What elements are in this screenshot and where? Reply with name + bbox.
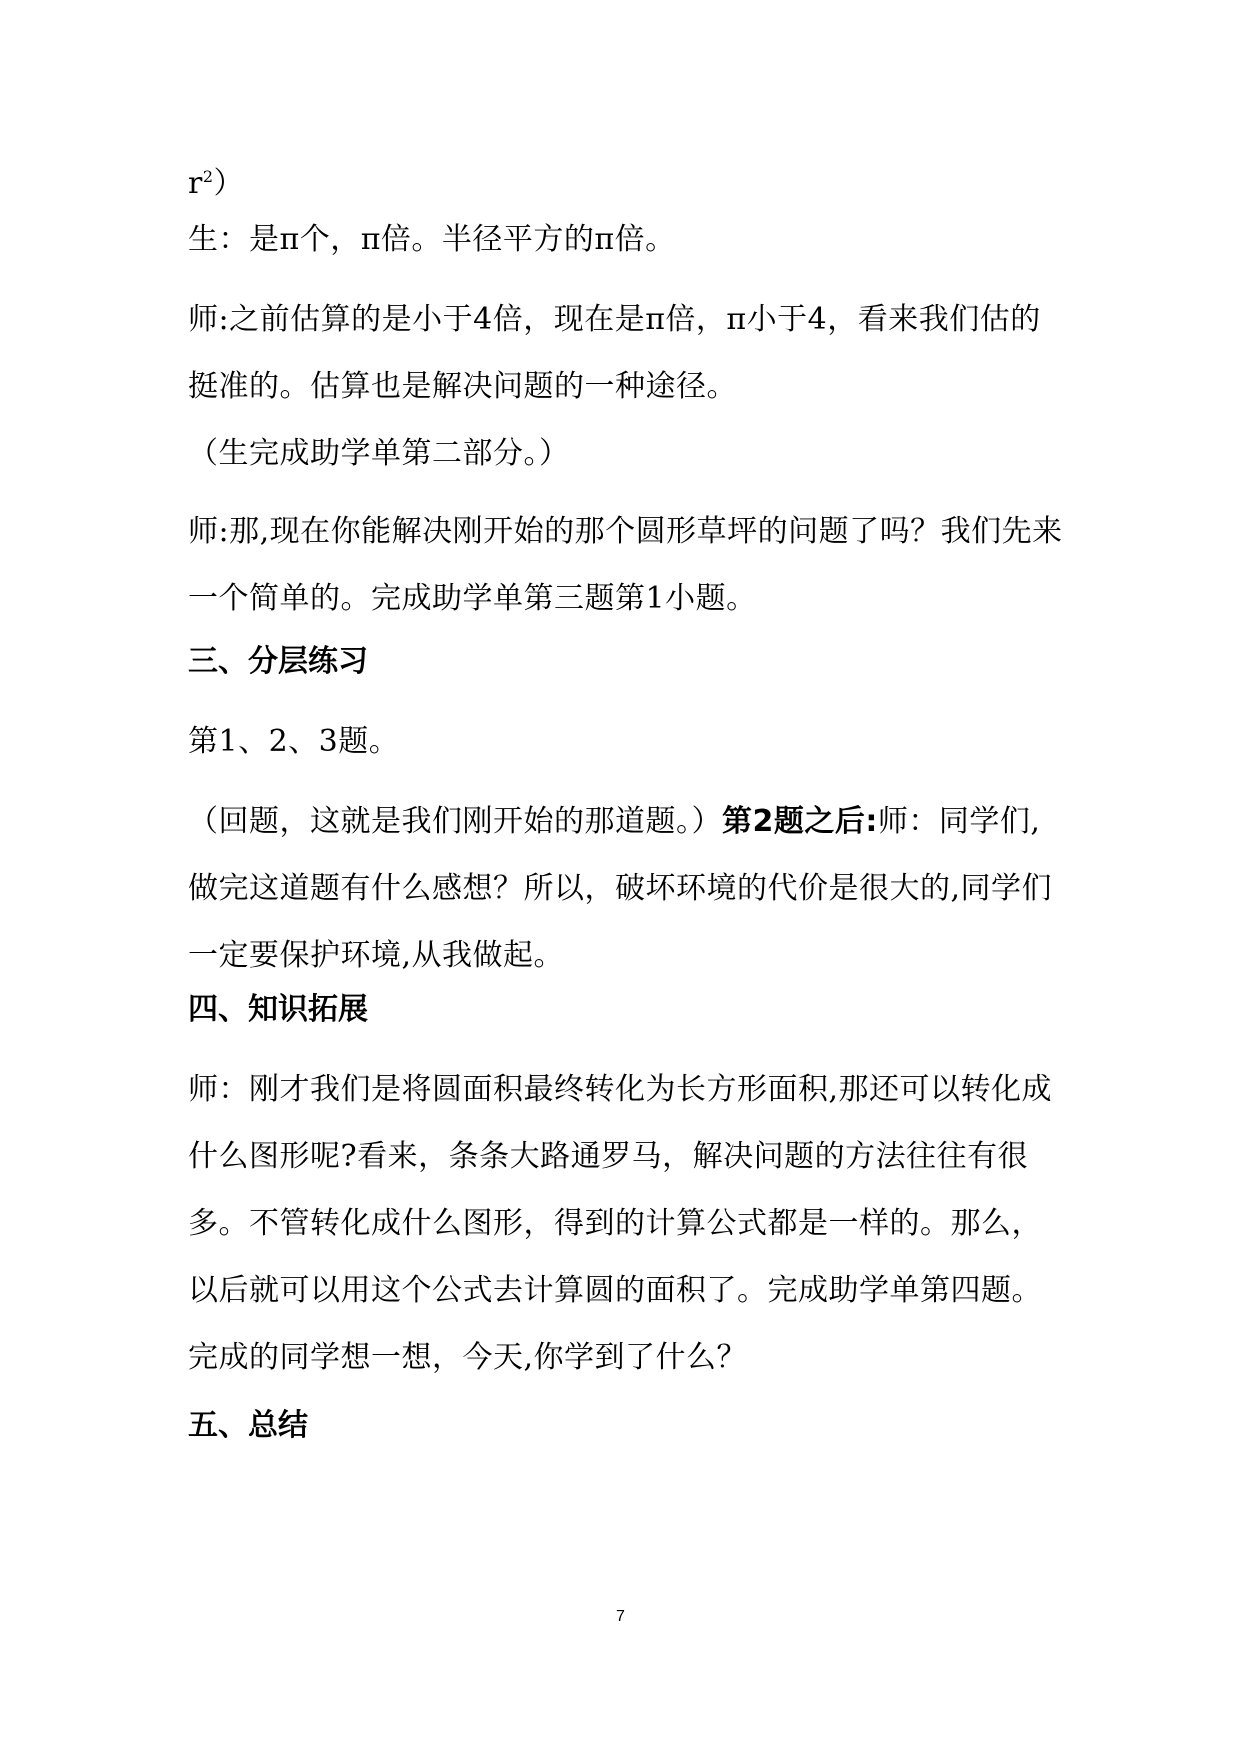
formula-r: r <box>188 166 203 201</box>
paragraph-exercise-list: 第1、2、3题。 <box>188 724 400 759</box>
paragraph-environment <box>188 788 1068 989</box>
paragraph-student-task: （生完成助学单第二部分。） <box>188 436 570 471</box>
paragraph-teacher-question: 师:那,现在你能解决刚开始的那个圆形草坪的问题了吗？我们先来一个简单的。完成助学单第三题第1小题。 <box>188 514 1063 616</box>
formula-close-paren: ） <box>213 166 245 201</box>
paragraph-environment-intro: （回题，这就是我们刚开始的那道题。） <box>188 804 722 839</box>
paragraph-teacher-estimate: 师:之前估算的是小于4倍，现在是π倍，π小于4，看来我们估的挺准的。估算也是解决问题的一种途径。 <box>188 302 1041 404</box>
paragraph-student-answer: 生：是π个，π倍。半径平方的π倍。 <box>188 222 676 257</box>
section-heading-extension: 四、知识拓展 <box>188 992 368 1027</box>
paragraph-environment-bold: 第2题之后: <box>722 804 878 839</box>
formula-superscript: 2 <box>202 167 214 186</box>
section-heading-practice: 三、分层练习 <box>188 644 368 679</box>
paragraph-environment-body: 师：同学们,做完这道题有什么感想？所以，破坏环境的代价是很大的,同学们一定要保护环境,从我做起。 <box>188 804 1053 973</box>
section-heading-summary: 五、总结 <box>188 1408 308 1443</box>
page-number: 7 <box>616 1608 625 1625</box>
paragraph-transform: 师：刚才我们是将圆面积最终转化为长方形面积,那还可以转化成什么图形呢?看来，条条大路通罗马，解决问题的方法往往有很多。不管转化成什么图形，得到的计算公式都是一样的。那么，以后就可以用这个公式去计算圆的面积了。完成助学单第四题。完成的同学想一想，今天,你学到了什么？ <box>188 1072 1053 1375</box>
